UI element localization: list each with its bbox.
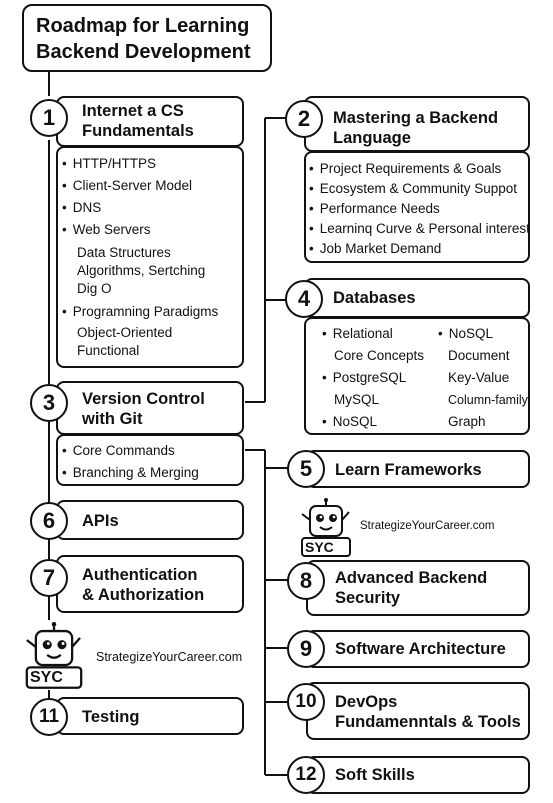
step-2-number: 2 — [285, 100, 323, 138]
step-1-item: • HTTP/HTTPS — [62, 155, 156, 173]
step-1-item: • DNS — [62, 199, 101, 217]
step-8-number: 8 — [287, 562, 325, 600]
step-11-title: Testing — [82, 708, 140, 726]
step-4-right-item: • NoSQL — [438, 325, 493, 343]
step-1-subitem: Dig O — [77, 281, 112, 296]
step-4-right-subitem: Graph — [448, 414, 486, 429]
step-3-item: • Branching & Merging — [62, 464, 199, 482]
step-4-left-item: • PostgreSQL — [322, 369, 406, 387]
step-4-number: 4 — [285, 280, 323, 318]
step-6-title: APIs — [82, 512, 119, 530]
step-7-number: 7 — [30, 559, 68, 597]
step-2-item: • Performance Needs — [309, 200, 440, 218]
title-line-1: Roadmap for Learning — [36, 15, 250, 37]
step-4-left-item: • NoSQL — [322, 413, 377, 431]
step-1-item: • Client-Server Model — [62, 177, 192, 195]
step-4-right-subitem: Document — [448, 348, 510, 363]
step-5-title: Learn Frameworks — [335, 461, 482, 479]
step-2-item: • Job Market Demand — [309, 240, 441, 258]
site-name: StrategizeYourCareer.com — [96, 650, 243, 664]
step-10-title: DevOps Fundamenntals & Tools — [335, 693, 521, 731]
step-2-item: • Learninq Curve & Personal interest — [309, 220, 530, 238]
step-2-title: Mastering a Backend Language — [333, 109, 499, 147]
step-4-title: Databases — [333, 289, 416, 307]
step-10-number: 10 — [287, 683, 325, 721]
step-6-number: 6 — [30, 502, 68, 540]
step-8-title: Advanced Backend Security — [335, 569, 488, 607]
step-3-item: • Core Commands — [62, 442, 175, 460]
step-1-subitem: Object-Oriented — [77, 325, 173, 340]
syc-badge: SYC — [305, 539, 334, 555]
step-11-number: 11 — [30, 698, 68, 736]
step-4-right-subitem: Key-Value — [448, 370, 510, 385]
step-2-item: • Project Requirements & Goals — [309, 160, 501, 178]
step-9-title: Software Architecture — [335, 640, 506, 658]
step-2-item: • Ecosystem & Community Suppot — [309, 180, 517, 198]
step-1-subitem: Data Structures — [77, 245, 171, 260]
syc-badge: SYC — [30, 669, 63, 686]
step-12-title: Soft Skills — [335, 766, 415, 784]
step-4-left-subitem: Core Concepts — [334, 348, 425, 363]
step-4-left-item: • Relational — [322, 325, 393, 343]
step-4-left-subitem: MySQL — [334, 392, 380, 407]
step-1-subitem: Algorithms, Sertching — [77, 263, 206, 278]
step-1-item: • Web Servers — [62, 221, 151, 239]
step-1-item: • Programning Paradigms — [62, 303, 218, 321]
step-12-number: 12 — [287, 756, 325, 794]
site-name: StrategizeYourCareer.com — [360, 520, 495, 532]
step-4-right-subitem: Column-family — [448, 393, 528, 407]
title-line-2: Backend Development — [36, 41, 251, 63]
step-1-title: Internet a CS Fundamentals — [82, 102, 194, 140]
step-5-number: 5 — [287, 450, 325, 488]
step-1-number: 1 — [30, 99, 68, 137]
step-1-subitem: Functional — [77, 343, 140, 358]
step-9-number: 9 — [287, 630, 325, 668]
step-3-title: Version Control with Git — [82, 390, 205, 428]
step-7-title: Authentication & Authorization — [82, 566, 205, 604]
step-3-number: 3 — [30, 384, 68, 422]
